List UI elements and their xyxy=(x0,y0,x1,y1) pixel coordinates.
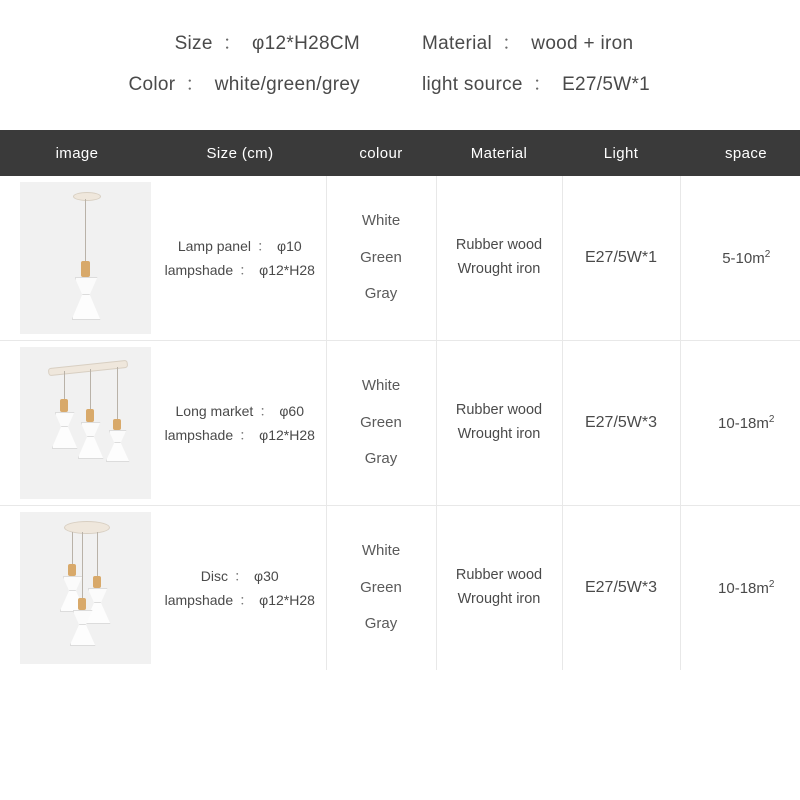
size-colon: ： xyxy=(259,402,274,419)
spec-material xyxy=(360,28,800,55)
material-line: Wrought iron xyxy=(457,426,541,442)
product-thumbnail-disc xyxy=(20,512,151,664)
colour-option: Gray xyxy=(364,615,398,633)
size-line xyxy=(158,588,322,613)
table-header xyxy=(0,130,800,176)
size-colon: ： xyxy=(234,567,249,584)
product-thumbnail-linear xyxy=(20,347,151,499)
size-value: φ10 xyxy=(277,237,302,254)
table-row xyxy=(0,341,800,506)
spec-color-colon: ： xyxy=(185,74,205,95)
space-value: 10-18m xyxy=(718,579,769,597)
colour-option: Green xyxy=(360,413,402,431)
spec-material-colon: ： xyxy=(501,33,522,54)
light-value: E27/5W*3 xyxy=(584,414,658,431)
space-cell xyxy=(680,341,800,506)
table-header-row xyxy=(0,130,800,176)
column-header-light: Light xyxy=(562,130,680,176)
spec-summary xyxy=(0,0,800,130)
size-label: lampshade xyxy=(164,592,234,608)
size-label: lampshade xyxy=(164,262,234,278)
material-cell xyxy=(436,506,562,671)
size-line xyxy=(158,399,322,424)
size-label: Disc xyxy=(200,567,229,584)
spec-row xyxy=(0,28,800,55)
spec-size-value: φ12*H28CM xyxy=(252,33,360,54)
colour-option: Gray xyxy=(364,450,398,468)
product-image-cell xyxy=(0,506,154,671)
table-row xyxy=(0,506,800,671)
column-header-image: image xyxy=(0,130,154,176)
size-colon: ： xyxy=(239,592,254,608)
size-label: Lamp panel xyxy=(177,237,251,254)
colour-cell xyxy=(326,506,436,671)
space-unit-exponent: 2 xyxy=(764,249,771,261)
space-value: 10-18m xyxy=(718,414,769,432)
spec-light-source-label: light source xyxy=(422,74,523,95)
product-image-cell xyxy=(0,341,154,506)
size-value: φ12*H28 xyxy=(259,592,315,608)
light-cell xyxy=(562,176,680,341)
spec-material-label: Material xyxy=(422,33,492,54)
colour-option: Green xyxy=(360,248,402,266)
material-cell xyxy=(436,176,562,341)
colour-cell xyxy=(326,341,436,506)
product-image-cell xyxy=(0,176,154,341)
size-colon: ： xyxy=(239,262,254,278)
column-header-material: Material xyxy=(436,130,562,176)
spec-size xyxy=(0,28,360,55)
column-header-space: space xyxy=(680,130,800,176)
column-header-colour: colour xyxy=(326,130,436,176)
size-value: φ60 xyxy=(279,402,304,419)
size-colon: ： xyxy=(257,237,271,254)
material-line: Wrought iron xyxy=(457,591,541,607)
spec-table xyxy=(0,130,800,670)
spec-color-value: white/green/grey xyxy=(214,74,360,95)
size-cell xyxy=(154,506,326,671)
colour-option: Green xyxy=(360,578,402,596)
colour-option: White xyxy=(361,376,401,394)
size-label: lampshade xyxy=(164,427,234,443)
size-value: φ12*H28 xyxy=(259,262,315,278)
spec-light-source-value: E27/5W*1 xyxy=(562,74,651,95)
spec-color xyxy=(0,69,360,96)
material-line: Rubber wood xyxy=(455,567,543,584)
size-line xyxy=(158,423,322,448)
product-thumbnail-single xyxy=(20,182,151,334)
space-cell xyxy=(680,506,800,671)
column-header-size: Size (cm) xyxy=(154,130,326,176)
light-value: E27/5W*3 xyxy=(584,579,658,596)
spec-light-source xyxy=(360,69,800,96)
light-value: E27/5W*1 xyxy=(584,249,658,266)
size-line xyxy=(158,258,322,283)
spec-material-value: wood + iron xyxy=(531,33,634,54)
colour-option: White xyxy=(361,541,401,559)
material-cell xyxy=(436,341,562,506)
material-line: Rubber wood xyxy=(455,402,543,419)
size-line xyxy=(158,234,322,259)
table-body xyxy=(0,176,800,670)
space-value: 5-10m xyxy=(722,249,765,267)
spec-color-label: Color xyxy=(128,74,176,95)
size-cell xyxy=(154,176,326,341)
material-line: Wrought iron xyxy=(457,261,541,277)
spec-light-source-colon: ： xyxy=(532,74,553,95)
size-cell xyxy=(154,341,326,506)
material-line: Rubber wood xyxy=(455,237,543,254)
spec-row xyxy=(0,69,800,96)
light-cell xyxy=(562,341,680,506)
space-unit-exponent: 2 xyxy=(768,579,775,591)
size-line xyxy=(158,564,322,589)
space-cell xyxy=(680,176,800,341)
colour-option: Gray xyxy=(364,285,398,303)
space-unit-exponent: 2 xyxy=(768,414,775,426)
size-value: φ30 xyxy=(254,567,279,584)
colour-option: White xyxy=(361,211,401,229)
colour-cell xyxy=(326,176,436,341)
spec-size-label: Size xyxy=(174,33,213,54)
size-label: Long market xyxy=(175,402,254,419)
size-value: φ12*H28 xyxy=(259,427,315,443)
light-cell xyxy=(562,506,680,671)
table-row xyxy=(0,176,800,341)
spec-size-colon: ： xyxy=(222,33,243,54)
size-colon: ： xyxy=(239,427,254,443)
